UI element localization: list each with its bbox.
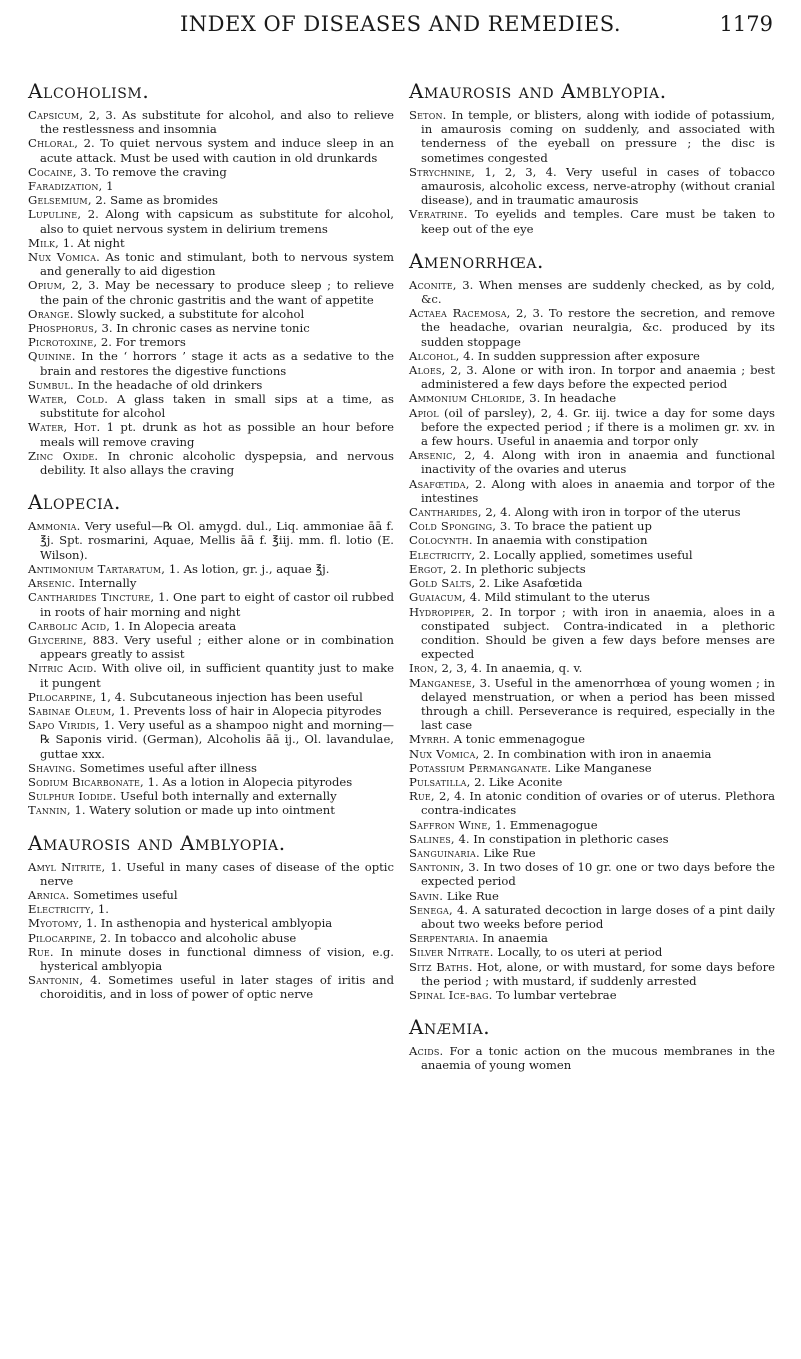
remedy-term: Potassium Permanganate. <box>409 760 552 775</box>
remedy-term: Sapo Viridis, <box>28 718 100 733</box>
remedy-description: In minute doses in functional dimness of vision, e.g. hysterical amblyopia <box>40 944 394 973</box>
remedy-term: Faradization, <box>28 179 103 194</box>
index-entry <box>28 179 394 193</box>
remedy-term: Chloral, <box>28 136 79 151</box>
index-section <box>28 80 394 477</box>
remedy-term: Silver Nitrate. <box>409 945 494 960</box>
index-entry <box>409 278 775 306</box>
index-entry <box>28 761 394 775</box>
remedy-term: Sodium Bicarbonate, <box>28 774 144 789</box>
index-entry <box>409 676 775 733</box>
remedy-description: 2. Along with capsicum as substitute for alcohol, also to quiet nervous system in delirium tremens <box>40 207 394 236</box>
remedy-term: Salines, <box>409 831 455 846</box>
index-entry <box>28 321 394 335</box>
remedy-description: In chronic alcoholic dyspepsia, and nervous debility. It also allays the craving <box>40 448 394 478</box>
remedy-term: Colocynth. <box>409 533 473 548</box>
remedy-description: 1. Emmenagogue <box>491 817 598 832</box>
remedy-description: As tonic and stimulant, both to nervous system and generally to aid digestion <box>40 250 394 279</box>
remedy-description: Like Manganese <box>551 760 652 775</box>
index-entry <box>409 533 775 547</box>
remedy-term: Gelsemium, <box>28 193 92 208</box>
remedy-term: Alcohol, <box>409 348 460 363</box>
remedy-description: For a tonic action on the mucous membranes in the anaemia of young women <box>421 1044 775 1073</box>
remedy-term: Shaving. <box>28 760 76 775</box>
remedy-term: Pilocarpine, <box>28 930 97 945</box>
remedy-term: Arsenic, <box>409 448 457 463</box>
index-entry <box>409 448 775 476</box>
remedy-description: 2, 4. Along with iron in torpor of the uterus <box>481 505 741 520</box>
remedy-description: Like Rue <box>479 845 536 860</box>
index-entry <box>28 803 394 817</box>
section-title: Amenorrhœa. <box>409 248 545 273</box>
page-header <box>0 0 801 50</box>
remedy-term: Manganese, <box>409 675 476 690</box>
index-section <box>409 1016 775 1072</box>
index-entry <box>28 392 394 420</box>
index-entry <box>409 832 775 846</box>
remedy-description: Very useful—℞ Ol. amygd. dul., Liq. ammoniae āā f. ℥j. Spt. rosmarini, Aquae, Mellis āā f. ℥iij. mm. fl. lotio (E. Wilson). <box>40 519 394 562</box>
remedy-description: 2, 4. In atonic condition of ovaries or of uterus. Plethora contra-indicates <box>421 789 775 818</box>
remedy-description: 3. To remove the craving <box>76 164 227 179</box>
index-entry <box>409 661 775 675</box>
remedy-description: With olive oil, in sufficient quantity just to make it pungent <box>40 661 394 690</box>
remedy-description: 1. In asthenopia and hysterical amblyopia <box>82 916 333 931</box>
page-title: INDEX OF DISEASES AND REMEDIES. <box>179 12 622 36</box>
remedy-description: 2, 3. Alone or with iron. In torpor and anaemia ; best administered a few days before the expected period <box>421 363 775 392</box>
remedy-description: 1. As a lotion in Alopecia pityrodes <box>143 774 353 789</box>
index-entry <box>28 661 394 689</box>
remedy-description: 3. In chronic cases as nervine tonic <box>97 321 310 336</box>
index-entry <box>28 789 394 803</box>
index-entry <box>28 519 394 562</box>
remedy-term: Phosphorus, <box>28 321 98 336</box>
remedy-description: 2. Same as bromides <box>91 193 218 208</box>
index-entry <box>409 775 775 789</box>
right-column <box>409 80 775 1087</box>
remedy-description: A tonic emmenagogue <box>450 732 586 747</box>
remedy-term: Saffron Wine, <box>409 817 492 832</box>
remedy-term: Serpentaria. <box>409 931 479 946</box>
remedy-term: Hydropiper, <box>409 604 476 619</box>
remedy-term: Electricity, <box>28 902 95 917</box>
remedy-term: Quinine. <box>28 349 76 364</box>
remedy-term: Rue. <box>28 944 54 959</box>
index-entry <box>28 590 394 618</box>
index-entry <box>28 704 394 718</box>
remedy-description: 1. As lotion, gr. j., aquae ℥j. <box>165 561 330 576</box>
remedy-term: Amyl Nitrite, <box>28 859 106 874</box>
remedy-description: 3. When menses are suddenly checked, as by cold, &c. <box>421 277 775 307</box>
index-entry <box>409 732 775 746</box>
remedy-term: Ammonium Chloride, <box>409 391 526 406</box>
remedy-description: Useful both internally and externally <box>116 789 337 804</box>
remedy-term: Myrrh. <box>409 732 451 747</box>
index-entry <box>409 860 775 888</box>
remedy-description: Locally, to os uteri at period <box>493 945 663 960</box>
remedy-term: Seton. <box>409 108 447 122</box>
remedy-term: Tannin, <box>28 803 71 818</box>
remedy-description: 1 pt. drunk as hot as possible an hour before meals will remove craving <box>40 420 395 449</box>
remedy-term: Capsicum, <box>28 108 84 122</box>
remedy-description: 2, 3. May be necessary to produce sleep ; to relieve the pain of the chronic gastritis and the want of appetite <box>40 278 394 307</box>
index-entry <box>409 108 775 165</box>
remedy-description: 1. <box>94 902 109 917</box>
remedy-description: Slowly sucked, a substitute for alcohol <box>73 306 305 321</box>
index-entry <box>28 165 394 179</box>
remedy-term: Pilocarpine, <box>28 689 97 704</box>
remedy-description: 2. In combination with iron in anaemia <box>479 746 712 761</box>
remedy-term: Sumbul. <box>28 377 74 392</box>
remedy-description: 2. For tremors <box>97 335 186 350</box>
index-entry <box>28 888 394 902</box>
remedy-term: Guaiacum, <box>409 590 467 605</box>
remedy-term: Rue, <box>409 789 435 804</box>
remedy-description: 1. In Alopecia areata <box>110 618 237 633</box>
remedy-description: 2. To quiet nervous system and induce sleep in an acute attack. Must be used with caution in old drunkards <box>40 136 394 165</box>
index-section <box>28 832 394 1002</box>
index-entry <box>409 960 775 988</box>
remedy-term: Ammonia. <box>28 519 81 534</box>
section-title: Alcoholism. <box>28 79 150 103</box>
remedy-description: 1, 2, 3, 4. Very useful in cases of tobacco amaurosis, alcoholic excess, nerve-atrophy (without cranial disease), and in traumatic amaurosis <box>421 164 775 208</box>
index-entry <box>409 349 775 363</box>
remedy-description: 1. Watery solution or made up into ointment <box>70 803 335 818</box>
remedy-term: Apiol <box>409 405 439 420</box>
index-entry <box>409 505 775 519</box>
index-entry <box>28 931 394 945</box>
remedy-term: Opium, <box>28 278 66 293</box>
remedy-term: Cocaine, <box>28 164 77 179</box>
index-entry <box>28 136 394 164</box>
remedy-description: 2. Locally applied, sometimes useful <box>475 547 693 562</box>
index-entry <box>28 775 394 789</box>
remedy-term: Ergot, <box>409 561 447 576</box>
index-entry <box>409 207 775 235</box>
index-entry <box>28 945 394 973</box>
remedy-term: Sitz Baths. <box>409 959 473 974</box>
index-entry <box>28 576 394 590</box>
remedy-description: 2. Like Asafœtida <box>475 576 583 591</box>
remedy-term: Senega, <box>409 902 453 917</box>
remedy-description: To lumbar vertebrae <box>492 987 617 1002</box>
section-title: Amaurosis and Amblyopia. <box>28 830 286 855</box>
index-entry <box>28 718 394 761</box>
index-entry <box>409 761 775 775</box>
index-entry <box>409 988 775 1002</box>
index-entry <box>28 378 394 392</box>
remedy-description: 2. Along with aloes in anaemia and torpor of the intestines <box>421 476 775 505</box>
remedy-description: 4. A saturated decoction in large doses of a pint daily about two weeks before period <box>421 902 775 931</box>
remedy-description: Internally <box>75 576 137 591</box>
remedy-term: Cantharides, <box>409 505 482 520</box>
remedy-term: Cold Sponging, <box>409 519 497 534</box>
remedy-term: Orange. <box>28 306 74 321</box>
remedy-term: Electricity, <box>409 547 476 562</box>
remedy-description: 3. Useful in the amenorrhœa of young women ; in delayed menstruation, or when a period has been missed through a chill. Perseverance is required, especially in the last case <box>421 675 775 733</box>
remedy-description: 1 <box>102 179 114 194</box>
index-entry <box>28 633 394 661</box>
index-entry <box>28 307 394 321</box>
index-entry <box>28 278 394 306</box>
remedy-term: Nitric Acid. <box>28 661 97 676</box>
remedy-term: Veratrine. <box>409 207 468 222</box>
remedy-term: Carbolic Acid, <box>28 618 111 633</box>
remedy-term: Sabinae Oleum, <box>28 703 116 718</box>
section-title: Alopecia. <box>28 490 121 515</box>
index-entry <box>28 449 394 477</box>
remedy-term: Sanguinaria. <box>409 845 480 860</box>
index-entry <box>409 1044 775 1072</box>
index-entry <box>409 363 775 391</box>
index-entry <box>28 250 394 278</box>
index-entry <box>409 165 775 208</box>
index-entry <box>28 335 394 349</box>
remedy-description: A glass taken in small sips at a time, as substitute for alcohol <box>40 392 394 421</box>
remedy-description: 1. Useful in many cases of disease of the optic nerve <box>40 859 394 888</box>
section-title: Anæmia. <box>409 1015 491 1040</box>
remedy-description: Sometimes useful <box>69 887 178 902</box>
remedy-description: 2. In plethoric subjects <box>446 561 586 576</box>
index-entry <box>409 605 775 662</box>
remedy-description: 1. Prevents loss of hair in Alopecia pityrodes <box>115 703 382 718</box>
remedy-description: 4. Sometimes useful in later stages of iritis and choroiditis, and in loss of power of optic nerve <box>40 973 394 1002</box>
remedy-description: 883. Very useful ; either alone or in combination appears greatly to assist <box>40 632 394 662</box>
remedy-description: In the headache of old drinkers <box>73 377 263 392</box>
remedy-term: Antimonium Tartaratum, <box>28 561 166 576</box>
index-entry <box>409 889 775 903</box>
remedy-term: Arnica. <box>28 887 70 902</box>
index-entry <box>28 207 394 235</box>
remedy-description: Like Rue <box>443 888 499 903</box>
remedy-description: 2. In tobacco and alcoholic abuse <box>96 930 297 945</box>
remedy-term: Acids. <box>409 1044 444 1059</box>
remedy-term: Arsenic. <box>28 576 76 591</box>
index-entry <box>409 406 775 449</box>
remedy-term: Santonin, <box>409 860 465 875</box>
index-section <box>409 250 775 1002</box>
remedy-term: Spinal Ice-bag. <box>409 987 493 1002</box>
index-entry <box>409 548 775 562</box>
remedy-term: Lupuline, <box>28 207 82 222</box>
remedy-description: 1, 4. Subcutaneous injection has been useful <box>96 689 363 704</box>
remedy-description: 4. In constipation in plethoric cases <box>454 831 669 846</box>
index-entry <box>28 690 394 704</box>
index-entry <box>409 391 775 405</box>
remedy-description: Sometimes useful after illness <box>75 760 257 775</box>
remedy-description: In the ‘ horrors ’ stage it acts as a sedative to the brain and restores the digestive functions <box>40 349 394 378</box>
remedy-term: Actaea Racemosa, <box>409 306 511 321</box>
index-entry <box>409 477 775 505</box>
remedy-term: Myotomy, <box>28 916 83 931</box>
remedy-description: 2, 4. Along with iron in anaemia and functional inactivity of the ovaries and uterus <box>421 448 775 477</box>
remedy-description: 2. In torpor ; with iron in anaemia, aloes in a constipated subject. Contra-indicated in a plethoric condition. Should be given a few days before menses are expected <box>421 604 775 662</box>
remedy-description: 4. Mild stimulant to the uterus <box>466 590 650 605</box>
remedy-term: Milk, <box>28 235 60 250</box>
remedy-description: 1. One part to eight of castor oil rubbed in roots of hair morning and night <box>40 590 394 619</box>
remedy-description: 3. In two doses of 10 gr. one or two days before the expected period <box>421 860 775 889</box>
remedy-term: Water, Cold. <box>28 392 109 407</box>
remedy-term: Glycerine, <box>28 632 87 647</box>
remedy-description: 2. Like Aconite <box>470 774 563 789</box>
index-entry <box>28 562 394 576</box>
index-entry <box>409 590 775 604</box>
index-entry <box>409 576 775 590</box>
remedy-term: Santonin, <box>28 973 84 988</box>
remedy-term: Iron, <box>409 661 438 676</box>
remedy-description: 3. In headache <box>525 391 617 406</box>
remedy-description: 2, 3, 4. In anaemia, q. v. <box>437 661 583 676</box>
remedy-term: Water, Hot. <box>28 420 101 435</box>
index-entry <box>409 818 775 832</box>
remedy-description: 3. To brace the patient up <box>496 519 652 534</box>
remedy-term: Sulphur Iodide. <box>28 789 117 804</box>
remedy-term: Gold Salts, <box>409 576 476 591</box>
left-column <box>28 80 394 1016</box>
index-entry <box>28 236 394 250</box>
remedy-term: Aloes, <box>409 363 446 378</box>
remedy-term: Cantharides Tincture, <box>28 590 155 605</box>
index-entry <box>409 562 775 576</box>
index-entry <box>28 860 394 888</box>
page-number: 1179 <box>719 12 773 36</box>
index-entry <box>409 789 775 817</box>
index-entry <box>28 349 394 377</box>
remedy-term: Strychnine, <box>409 164 476 179</box>
remedy-term: Pulsatilla, <box>409 774 471 789</box>
index-entry <box>28 193 394 207</box>
remedy-description: Hot, alone, or with mustard, for some days before the period ; with mustard, if suddenly arrested <box>421 959 775 988</box>
index-section <box>409 80 775 236</box>
index-entry <box>409 306 775 349</box>
index-entry <box>409 846 775 860</box>
remedy-description: In temple, or blisters, along with iodide of potassium, in amaurosis coming on suddenly, and associated with tenderness of the eyeball on pressure ; the disc is sometimes congested <box>421 108 775 165</box>
remedy-description: In anaemia with constipation <box>472 533 648 548</box>
index-entry <box>409 747 775 761</box>
remedy-description: 1. At night <box>59 235 125 250</box>
remedy-term: Asafœtida, <box>409 476 470 491</box>
index-entry <box>409 519 775 533</box>
index-entry <box>28 973 394 1001</box>
remedy-term: Zinc Oxide. <box>28 448 99 463</box>
index-entry <box>28 902 394 916</box>
index-entry <box>409 931 775 945</box>
remedy-term: Nux Vomica, <box>409 746 480 761</box>
remedy-term: Nux Vomica. <box>28 250 101 265</box>
remedy-term: Picrotoxine, <box>28 335 98 350</box>
remedy-term: Aconite, <box>409 277 457 292</box>
index-entry <box>28 108 394 136</box>
remedy-description: In anaemia <box>478 931 548 946</box>
index-entry <box>28 916 394 930</box>
remedy-description: 2, 3. To restore the secretion, and remove the headache, ovarian neuralgia, &c. produced by its sudden stoppage <box>421 306 775 349</box>
remedy-description: 4. In sudden suppression after exposure <box>459 348 700 363</box>
index-entry <box>409 945 775 959</box>
index-section <box>28 491 394 817</box>
remedy-description: (oil of parsley), 2, 4. Gr. iij. twice a day for some days before the expected period ; if there is a molimen gr. xv. in a few hours. Useful in anaemia and torpor only <box>421 405 775 449</box>
remedy-description: 1. Very useful as a shampoo night and morning—℞ Saponis virid. (German), Alcoholis āā ij., Ol. lavandulae, guttae xxx. <box>40 718 394 761</box>
remedy-description: 2, 3. As substitute for alcohol, and also to relieve the restlessness and insomnia <box>40 108 394 137</box>
remedy-term: Savin. <box>409 888 444 903</box>
index-entry <box>28 619 394 633</box>
section-title: Amaurosis and Amblyopia. <box>409 79 667 103</box>
index-entry <box>409 903 775 931</box>
remedy-description: To eyelids and temples. Care must be taken to keep out of the eye <box>421 207 775 236</box>
index-entry <box>28 420 394 448</box>
